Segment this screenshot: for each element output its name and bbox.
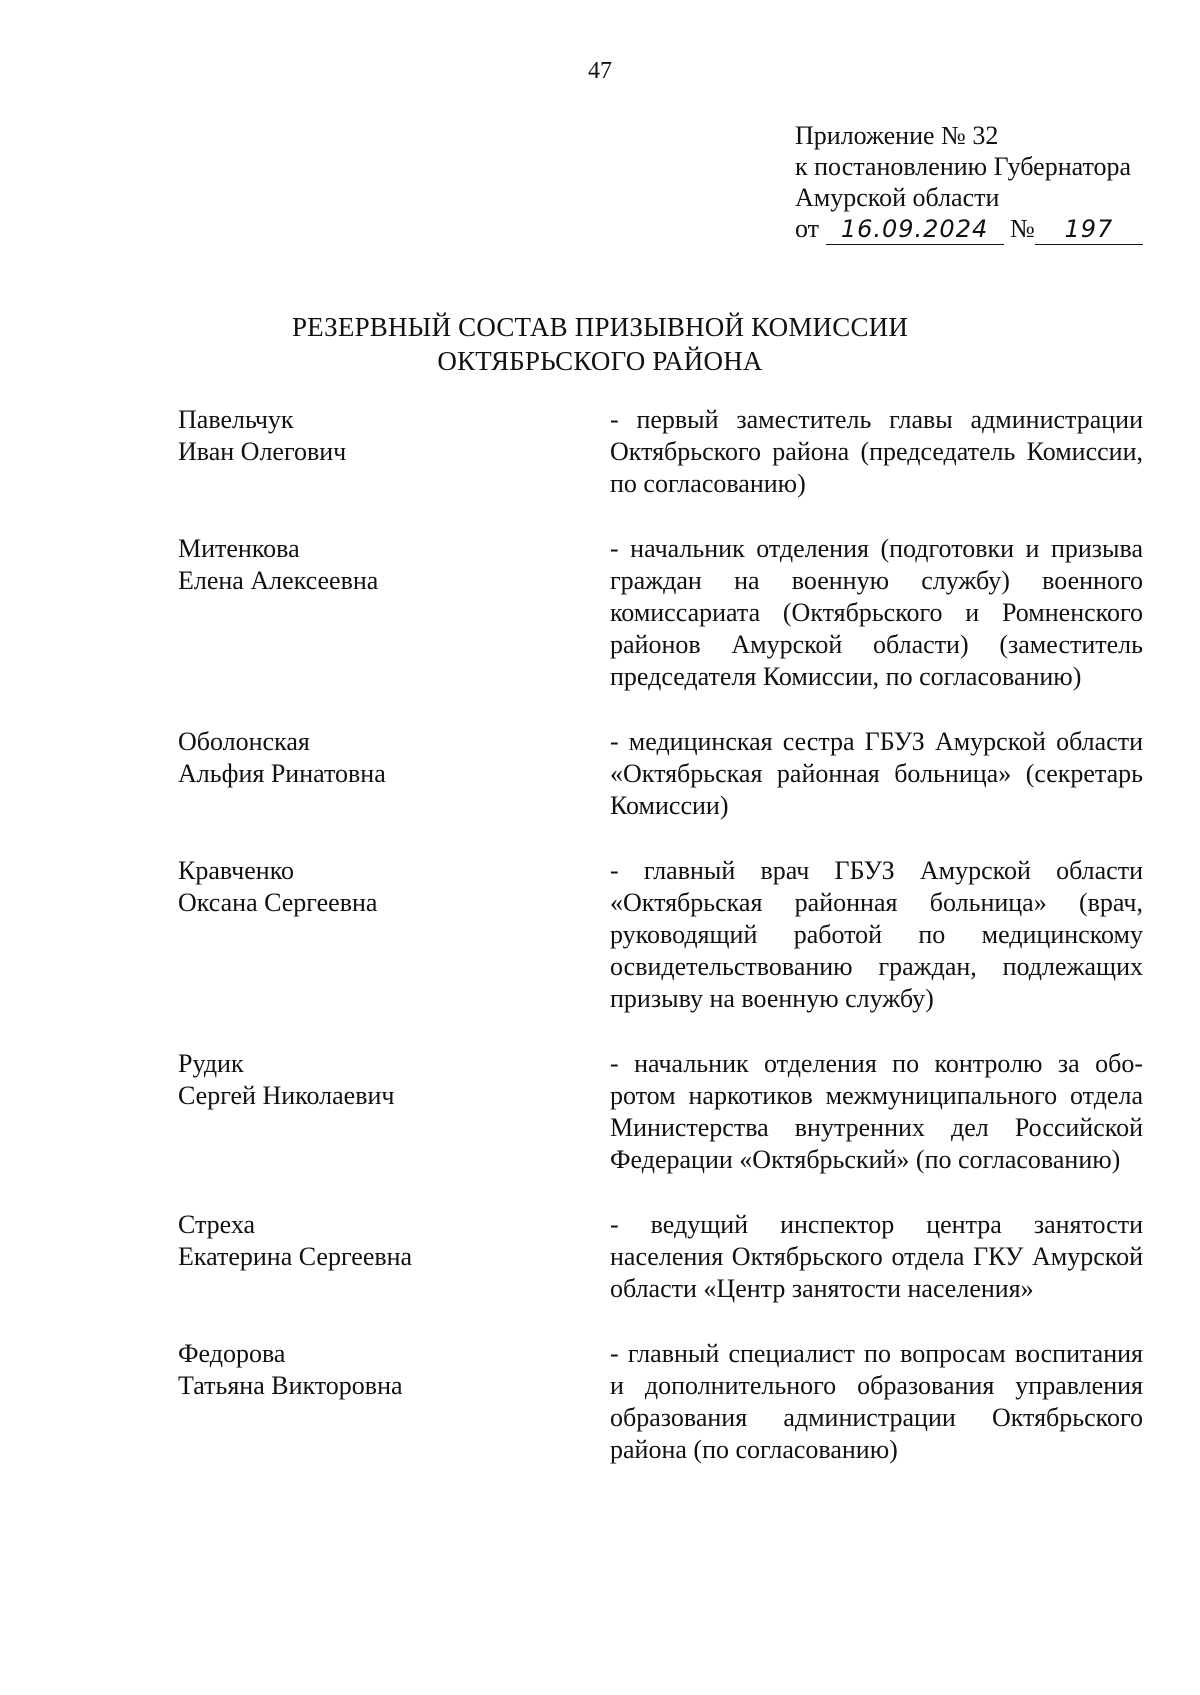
member-name: [178, 1338, 610, 1466]
member-row: [178, 404, 1143, 500]
member-given-name: Альфия Ринатовна: [178, 759, 386, 788]
member-role: - главный врач ГБУЗ Амурской области «Октябрьская районная больница» (врач, руководящий работой по медицинскому освидетельствованию граждан, подлежащих призыву на военную службу): [610, 856, 1143, 1013]
member-surname: Оболонская: [178, 727, 310, 756]
member-name: [178, 1048, 610, 1176]
member-surname: Федорова: [178, 1339, 286, 1368]
member-role: - медицинская сестра ГБУЗ Амурской области «Октябрьская районная больница» (секретарь Комиссии): [610, 727, 1143, 820]
member-role: - главный специалист по вопросам воспитания и дополнительного образования управления образования администрации Октябрьского района (по согласованию): [610, 1339, 1143, 1464]
member-surname: Рудик: [178, 1049, 244, 1078]
member-given-name: Иван Олегович: [178, 437, 347, 466]
member-row: [178, 1338, 1143, 1466]
member-name: [178, 404, 610, 500]
member-name: [178, 1209, 610, 1305]
appendix-block: [795, 120, 1143, 247]
member-given-name: Елена Алексеевна: [178, 566, 379, 595]
member-role: - ведущий инспектор центра занятости населения Октябрьского отдела ГКУ Амурской области «Центр занятости населения»: [610, 1210, 1143, 1303]
document-title: [0, 310, 1200, 378]
member-row: [178, 533, 1143, 693]
member-given-name: Оксана Сергеевна: [178, 888, 378, 917]
member-row: [178, 726, 1143, 822]
member-surname: Стреха: [178, 1210, 256, 1239]
members-list: [178, 404, 1143, 1466]
appendix-date-number-line: [795, 213, 1143, 247]
member-surname: Павельчук: [178, 405, 294, 434]
member-name: [178, 726, 610, 822]
member-given-name: Екатерина Сергеевна: [178, 1242, 413, 1271]
page-number: 47: [588, 58, 612, 84]
title-line-1: РЕЗЕРВНЫЙ СОСТАВ ПРИЗЫВНОЙ КОМИССИИ: [291, 312, 909, 342]
date-prefix: от: [795, 214, 820, 243]
member-surname: Кравченко: [178, 856, 295, 885]
member-role: - начальник отделения по контролю за оборотом наркотиков межмуниципального отдела Министерства внутренних дел Российской Федерации «Октябрьский» (по согласованию): [610, 1049, 1143, 1174]
member-name: [178, 533, 610, 693]
member-name: [178, 855, 610, 1015]
title-line-2: ОКТЯБРЬСКОГО РАЙОНА: [437, 346, 763, 376]
member-given-name: Сергей Николаевич: [178, 1081, 395, 1110]
appendix-title: Приложение № 32: [795, 121, 999, 150]
member-role: - начальник отделения (подготовки и призыва граждан на военную службу) военного комиссариата (Октябрьского и Ромненского районов Амурской области) (заместитель председателя Комиссии, по согласованию): [610, 534, 1143, 691]
member-row: [178, 1048, 1143, 1176]
member-given-name: Татьяна Викторовна: [178, 1371, 403, 1400]
number-prefix: №: [1010, 214, 1035, 243]
handwritten-number: 197: [1035, 214, 1143, 245]
handwritten-date: 16.09.2024: [826, 214, 1004, 245]
member-row: [178, 1209, 1143, 1305]
appendix-region: Амурской области: [795, 183, 1000, 212]
member-row: [178, 855, 1143, 1015]
member-surname: Митенкова: [178, 534, 300, 563]
member-role: - первый заместитель главы администрации Октябрьского района (председатель Комиссии, по согласованию): [610, 405, 1143, 498]
appendix-decree-ref: к постановлению Губернатора: [795, 152, 1132, 181]
